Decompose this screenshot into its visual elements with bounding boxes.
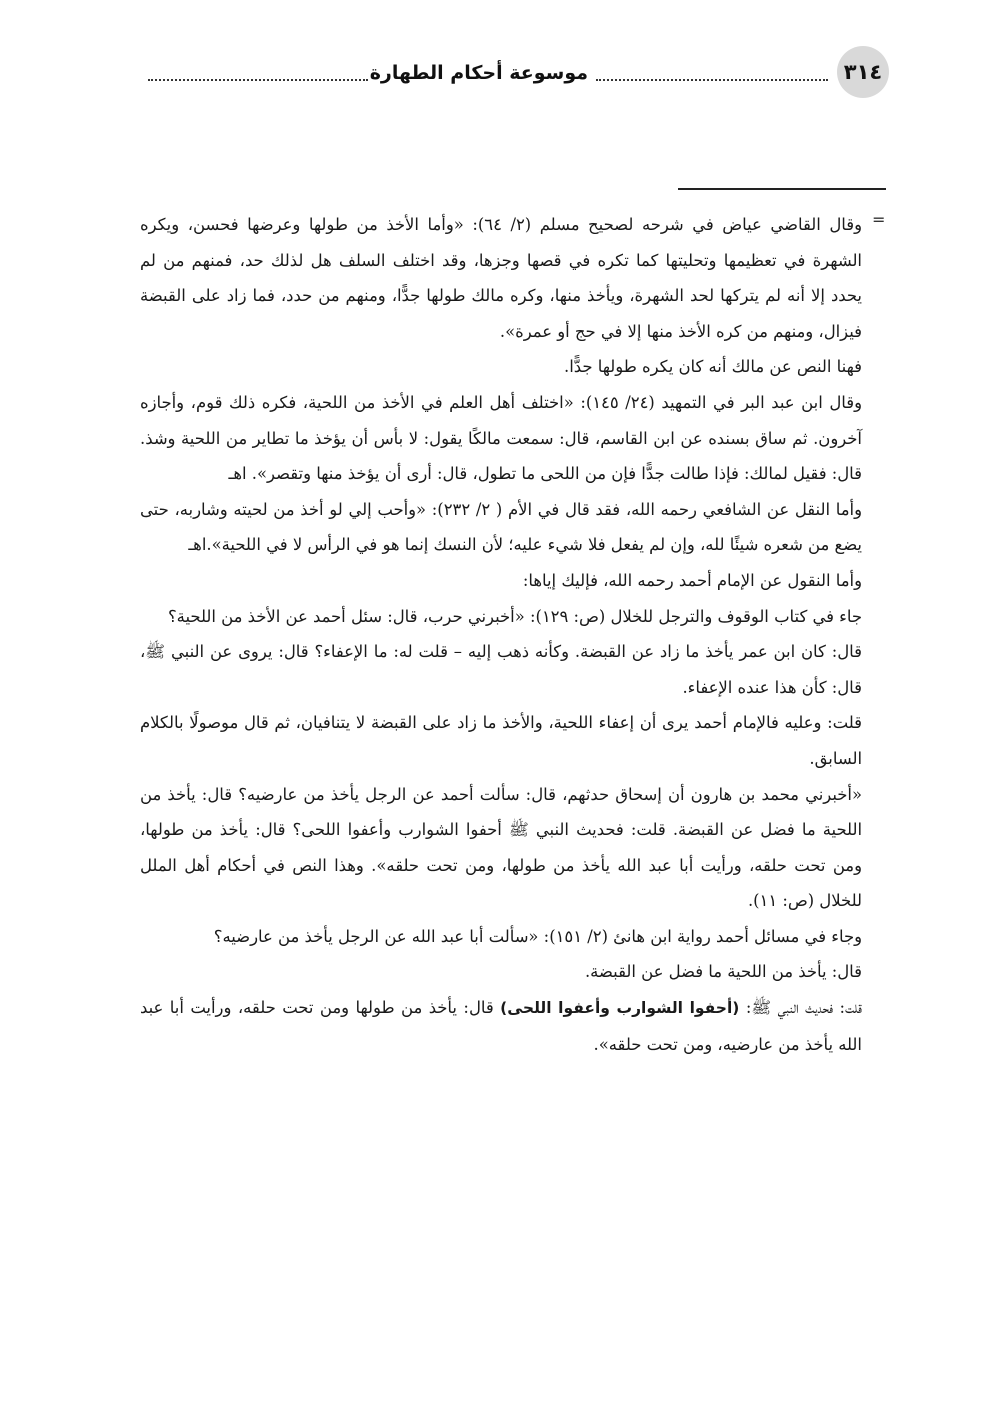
paragraph-qabda: قال: يأخذ من اللحية ما فضل عن القبضة. [584, 962, 862, 982]
running-header-title: موسوعة أحكام الطهارة [369, 62, 588, 84]
paragraph-malik-note: فهنا النص عن مالك أنه كان يكره طولها جدًّا. [564, 357, 862, 377]
footnote-body [140, 207, 862, 1062]
header-dotted-leader-left [148, 79, 368, 81]
hadith-closing-post: قال: يأخذ من طولها ومن تحت حلقه، ورأيت أبا عبد الله يأخذ من عارضيه، ومن تحت حلقه». [140, 998, 862, 1054]
paragraph-qadi-iyad: وقال القاضي عياض في شرحه لصحيح مسلم (٢/ ٦٤): «وأما الأخذ من طولها وعرضها فحسن، ويكره الشهرة في تعظيمها وتحليتها كما تكره في قصها وجزها، وقد اختلف السلف هل لذلك حد، فمنهم من لم يحدد إلا أنه لم يتركها لحد الشهرة، ويأخذ منها، وكره مالك طولها جدًّا، ومنهم من حدد، فما زاد على القبضة فيزال، ومنهم من كره الأخذ منها إلا في حج أو عمرة». [140, 215, 863, 341]
paragraph-khallal-wuquf: جاء في كتاب الوقوف والترجل للخلال (ص: ١٢٩): «أخبرني حرب، قال: سئل أحمد عن الأخذ من اللحية؟ [167, 606, 862, 626]
header-dotted-leader-right [596, 79, 828, 81]
footnote-separator-rule [678, 188, 886, 190]
paragraph-ishaq-narration: «أخبرني محمد بن هارون أن إسحاق حدثهم، قال: سألت أحمد عن الرجل يأخذ من عارضيه؟ قال: يأخذ من اللحية ما فضل عن القبضة. قلت: فحديث النبي ﷺ أحفوا الشوارب وأعفوا اللحى؟ قال: يأخذ من طولها، ومن تحت حلقه، ورأيت أبا عبد الله يأخذ من طولها، ومن تحت حلقه». وهذا النص في أحكام أهل الملل للخلال (ص: ١١). [140, 784, 862, 911]
paragraph-ahmad-intro: وأما النقول عن الإمام أحمد رحمه الله، فإليك إياها: [522, 570, 862, 590]
paragraph-ibn-umar: قال: كان ابن عمر يأخذ ما زاد عن القبضة. وكأنه ذهب إليه – قلت له: ما الإعفاء؟ قال: يروى عن النبي ﷺ، قال: كأن هذا عنده الإعفاء. [140, 642, 862, 697]
hadith-quote-bold: (أحفوا الشوارب وأعفوا اللحى) [500, 999, 740, 1018]
paragraph-hadith-closing [140, 990, 862, 1062]
page-number: ٣١٤ [837, 46, 889, 98]
paragraph-shafii: وأما النقل عن الشافعي رحمه الله، فقد قال في الأم ( ٢/ ٢٣٢): «وأحب إلي لو أخذ من لحيته وشاربه، حتى يضع من شعره شيئًا لله، وإن لم يفعل فلا شيء عليه؛ لأن النسك إنما هو في الرأس لا في اللحية».اهـ [140, 499, 863, 555]
paragraph-ibn-hani: وجاء في مسائل أحمد رواية ابن هانئ (٢/ ١٥١): «سألت أبا عبد الله عن الرجل يأخذ من عارضيه؟ [213, 926, 862, 946]
footnote-continuation-marker: = [872, 210, 886, 229]
paragraph-ibn-abd-al-barr: وقال ابن عبد البر في التمهيد (٢٤/ ١٤٥): «اختلف أهل العلم في الأخذ من اللحية، فكره ذلك قوم، وأجازه آخرون. ثم ساق بسنده عن ابن القاسم، قال: سمعت مالكًا يقول: لا بأس أن يؤخذ ما تطاير من اللحية وشذ. قال: فقيل لمالك: فإذا طالت جدًّا فإن من اللحى ما تطول، قال: أرى أن يؤخذ منها وتقصر». اهـ [140, 392, 862, 484]
hadith-closing-pre: قلت: فحديث النبي ﷺ: [739, 998, 863, 1018]
paragraph-ahmad-view: قلت: وعليه فالإمام أحمد يرى أن إعفاء اللحية، والأخذ ما زاد على القبضة لا يتنافيان، ثم قال موصولًا بالكلام السابق. [140, 713, 862, 768]
